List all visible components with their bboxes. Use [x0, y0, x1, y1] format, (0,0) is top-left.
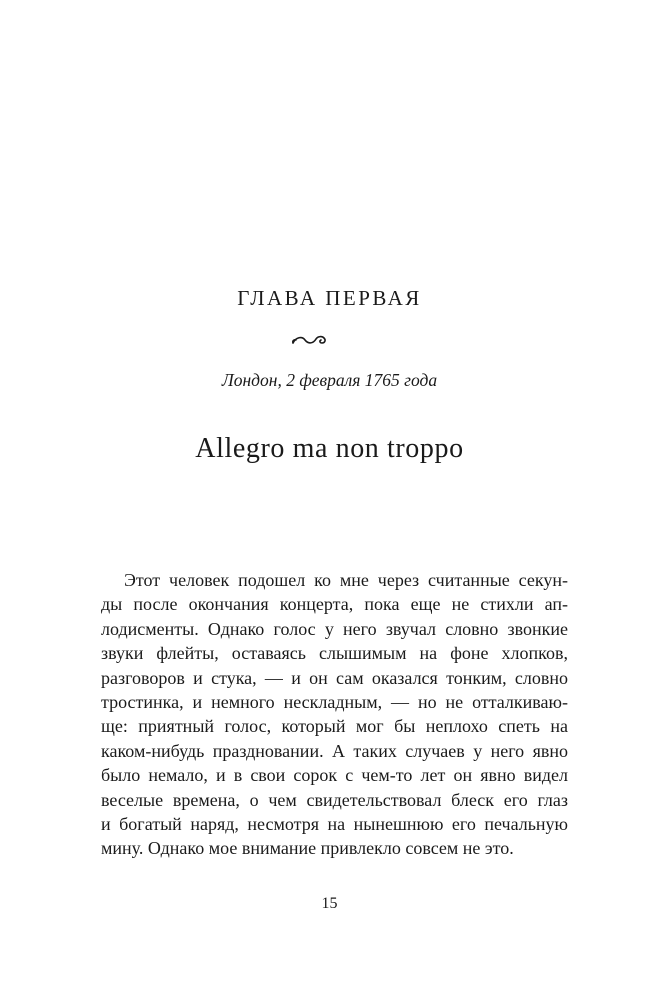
paragraph-line: ще: приятный голос, который мог бы неплохо спеть на [101, 716, 568, 737]
paragraph-line: веселые времена, о чем свидетельствовал блеск его глаз [101, 789, 568, 810]
chapter-title: Allegro ma non troppo [195, 433, 464, 464]
paragraph-line: лодисменты. Однако голос у него звучал словно звонкие [101, 618, 568, 639]
page-number: 15 [321, 895, 338, 912]
chapter-date: Лондон, 2 февраля 1765 года [221, 370, 438, 390]
paragraph-line: разговоров и стука, — и он сам оказался тонким, словно [101, 667, 568, 688]
paragraph-line: каком-нибудь праздновании. А таких случаев у него явно [101, 740, 568, 761]
chapter-heading: ГЛАВА ПЕРВАЯ [237, 286, 422, 310]
swash-ornament-icon [290, 329, 330, 351]
paragraph-line: Этот человек подошел ко мне через считанные секун- [124, 570, 568, 590]
paragraph-line: звуки флейты, оставаясь слышимым на фоне хлопков, [101, 643, 568, 664]
paragraph-line: ды после окончания концерта, пока еще не стихли ап- [101, 594, 568, 615]
body-paragraph [101, 568, 568, 861]
paragraph-line: тростинка, и немного нескладным, — но не отталкиваю- [101, 692, 568, 713]
paragraph-line: было немало, и в свои сорок с чем-то лет он явно видел [101, 765, 568, 786]
paragraph-line: мину. Однако мое внимание привлекло совсем не это. [101, 838, 514, 859]
paragraph-line: и богатый наряд, несмотря на нынешнюю его печальную [101, 814, 568, 835]
